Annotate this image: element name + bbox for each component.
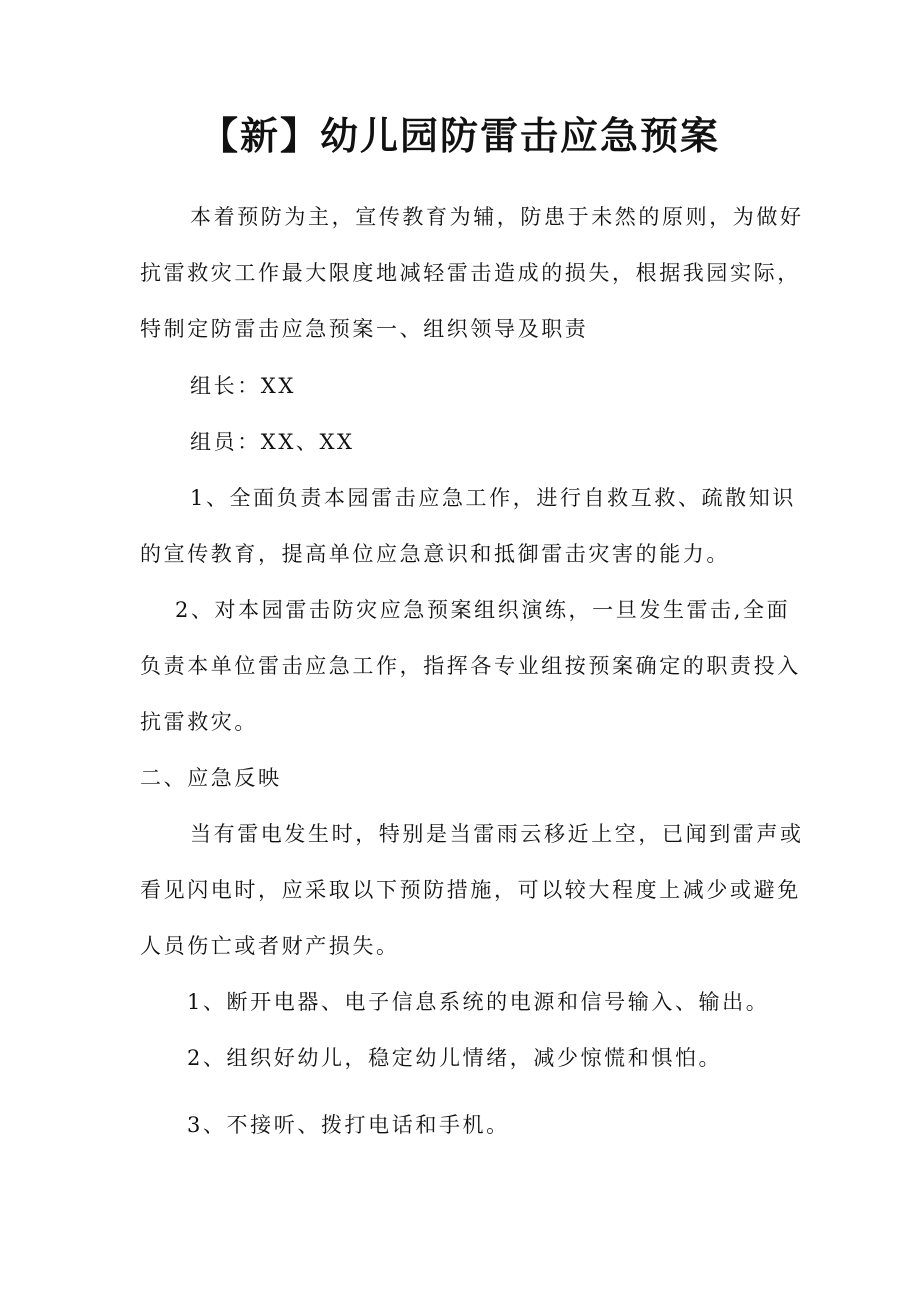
members-paragraph: [140, 414, 800, 470]
response-intro-line-1: 当有雷电发生时，特别是当雷雨云移近上空，已闻到雷声或: [190, 822, 804, 846]
measure-3-line: 3、不接听、拨打电话和手机。: [187, 1113, 510, 1137]
document-title: 【新】幼儿园防雷击应急预案: [199, 114, 720, 158]
duty-1-paragraph: [140, 470, 800, 582]
duty-2-line-2: 负责本单位雷击应急工作，指挥各专业组按预案确定的职责投入: [140, 654, 801, 678]
response-intro-line-2: 看见闪电时，应采取以下预防措施，可以较大程度上减少或避免: [140, 878, 801, 902]
duty-2-line-3: 抗雷救灾。: [140, 710, 258, 734]
duty-1-line-1: 1、全面负责本园雷击应急工作，进行自救互救、疏散知识: [190, 486, 796, 510]
measure-2-line: 2、组织好幼儿，稳定幼儿情绪，减少惊慌和惧怕。: [187, 1046, 723, 1070]
intro-line-1: 本着预防为主，宣传教育为辅，防患于未然的原则，为做好: [190, 205, 804, 229]
duty-2-line-1: 2、对本园雷击防灾应急预案组织演练，一旦发生雷击,全面: [175, 598, 791, 622]
intro-line-2: 抗雷救灾工作最大限度地减轻雷击造成的损失，根据我园实际，: [140, 261, 801, 285]
leader-paragraph: [140, 358, 800, 414]
measure-1-paragraph: [140, 974, 800, 1030]
measure-2-paragraph: [140, 1030, 800, 1086]
section-2-heading-text: 二、应急反映: [140, 766, 282, 790]
intro-paragraph: [140, 189, 804, 357]
members-line: 组员：XX、XX: [190, 430, 355, 454]
duty-2-paragraph: [140, 582, 800, 750]
response-intro-line-3: 人员伤亡或者财产损失。: [140, 934, 400, 958]
response-intro-paragraph: [140, 806, 804, 974]
measure-1-line: 1、断开电器、电子信息系统的电源和信号输入、输出。: [187, 990, 770, 1014]
intro-line-3: 特制定防雷击应急预案一、组织领导及职责: [140, 317, 589, 341]
leader-line: 组长：XX: [190, 374, 296, 398]
section-2-heading: [140, 750, 800, 806]
duty-1-line-2: 的宣传教育，提高单位应急意识和抵御雷击灾害的能力。: [140, 542, 730, 566]
measure-3-paragraph: [140, 1097, 800, 1153]
